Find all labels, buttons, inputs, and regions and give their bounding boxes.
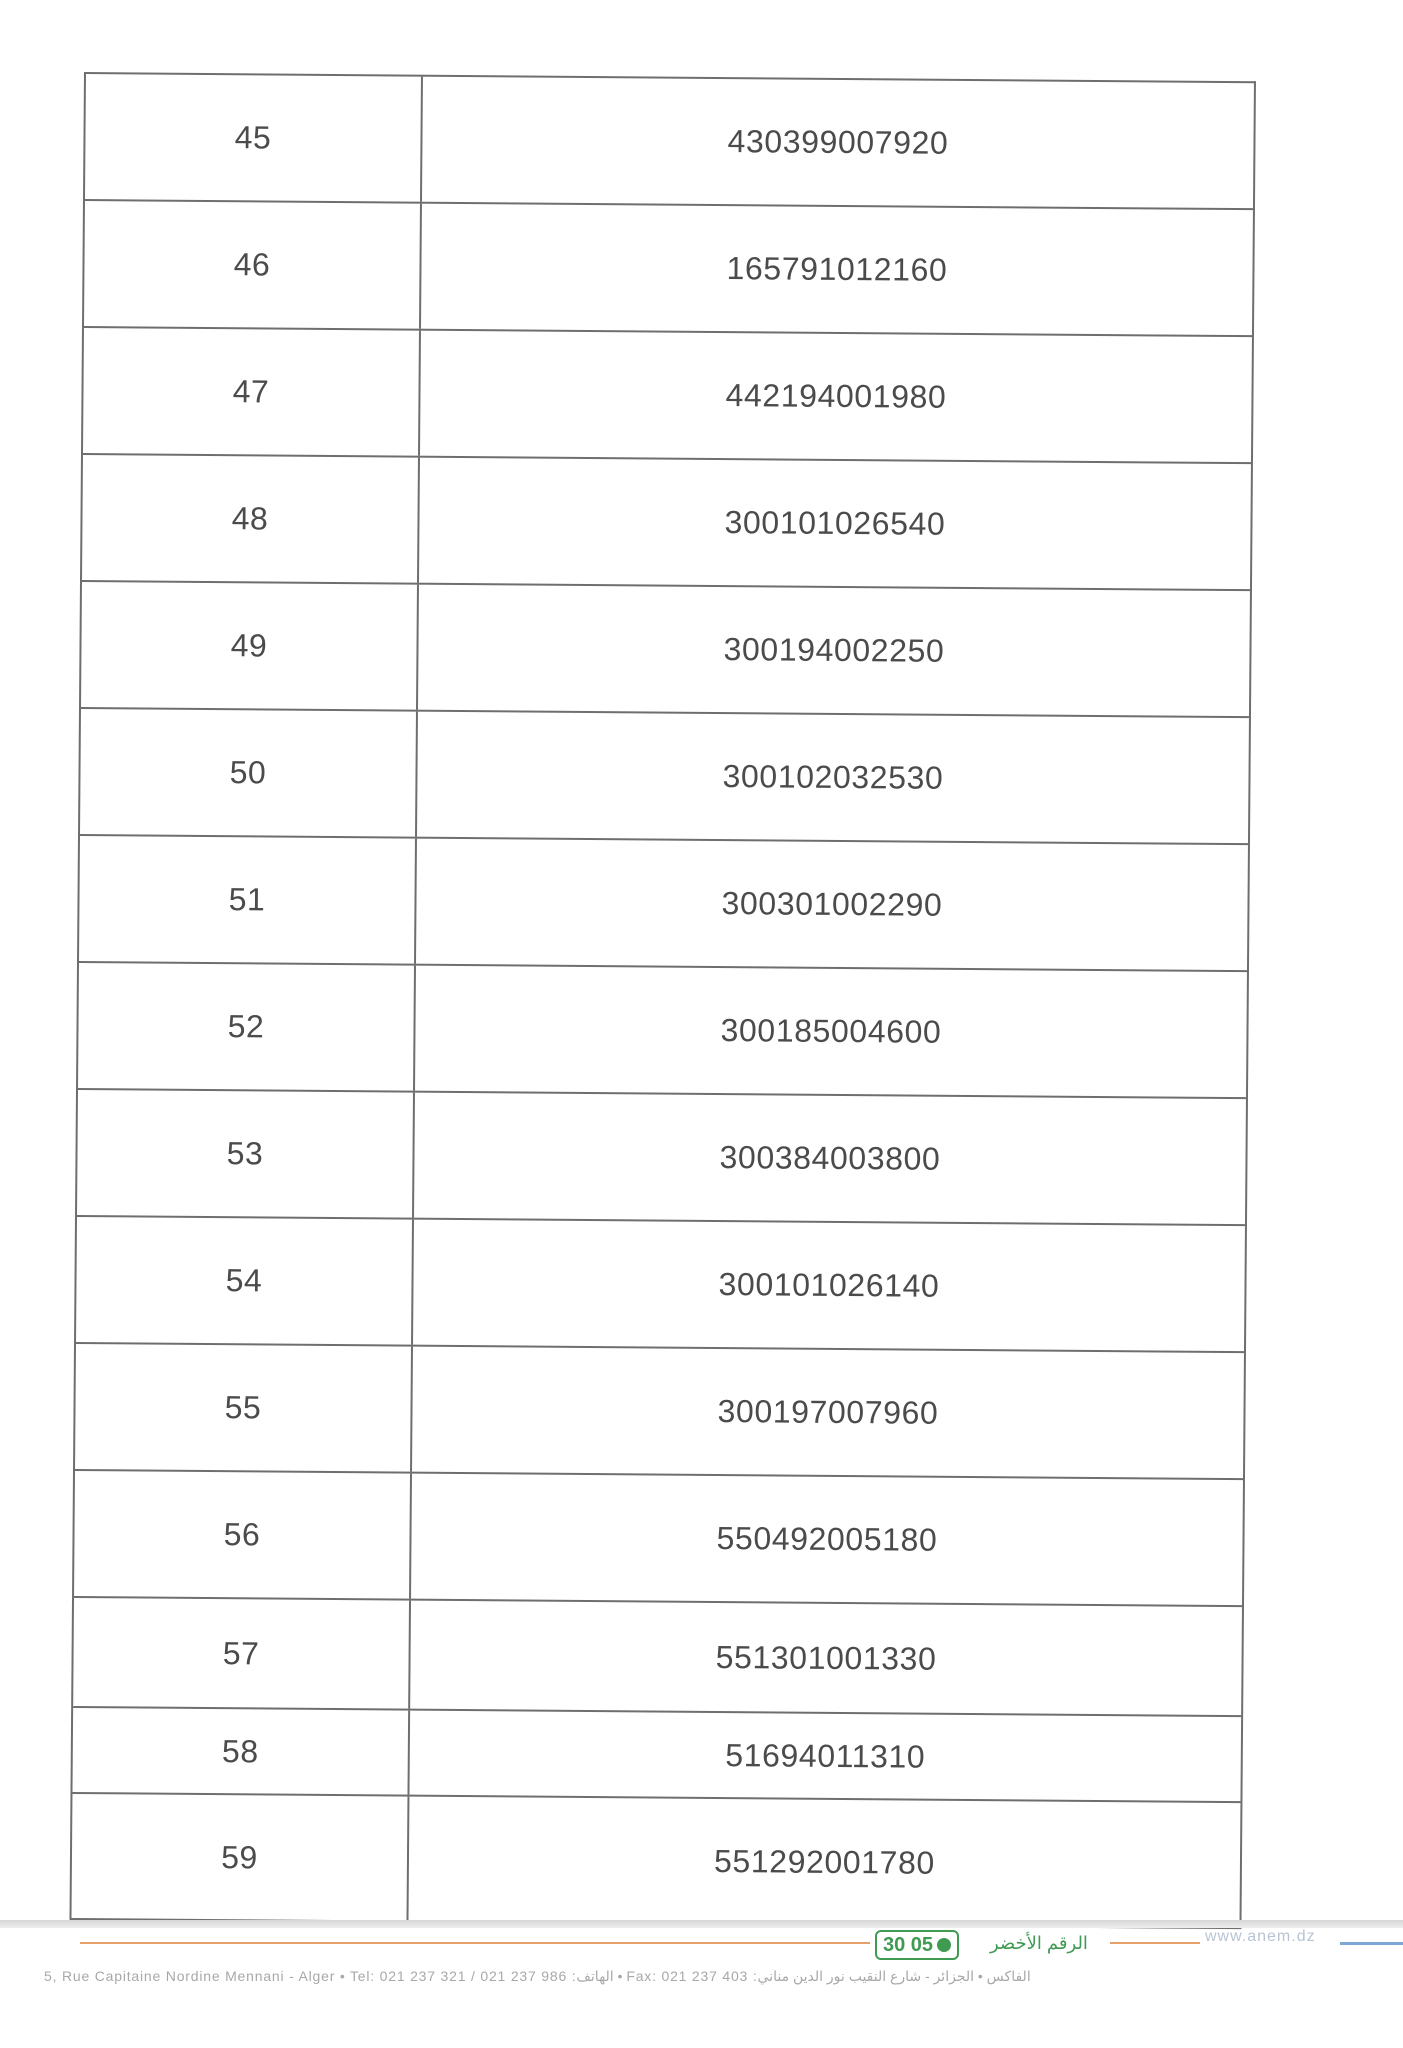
footer-address: 5, Rue Capitaine Nordine Mennani - Alger • Tel: 021 237 321 / 021 237 986 :الهاتف • Fax: 021 237 403 :الفاكس • الجزائر - شارع النقيب نور الدين مناني: [44, 1968, 1031, 1984]
row-code: 300301002290: [721, 885, 943, 923]
letterhead-footer: [0, 1920, 1403, 2048]
row-number: 51: [79, 836, 417, 964]
row-code: 165791012160: [726, 250, 948, 288]
row-number: 53: [77, 1090, 415, 1218]
phone-icon: [937, 1938, 951, 1952]
table-row: [81, 582, 1250, 718]
row-code: 300194002250: [723, 631, 945, 669]
row-number: 59: [72, 1794, 410, 1921]
table-row: [74, 1471, 1243, 1607]
row-number: 50: [80, 709, 418, 837]
row-number: 56: [74, 1471, 412, 1599]
row-code: 550492005180: [716, 1520, 938, 1558]
footer-band: [0, 1920, 1403, 1928]
table-row: [78, 963, 1247, 1099]
green-number-value: 30 05: [883, 1934, 934, 1956]
green-number-label: الرقم الأخضر: [990, 1933, 1088, 1953]
table-row: [80, 709, 1249, 845]
row-code: 300101026140: [718, 1266, 940, 1304]
table-row: [85, 74, 1254, 210]
data-table: [69, 72, 1255, 1929]
row-number: 54: [76, 1217, 414, 1345]
table-row: [82, 455, 1251, 591]
row-number: 55: [75, 1344, 413, 1472]
footer-accent-line: [1340, 1942, 1403, 1945]
footer-divider: [1110, 1942, 1200, 1944]
row-code: 300102032530: [722, 758, 944, 796]
table-row: [84, 201, 1253, 337]
row-code: 430399007920: [727, 123, 949, 161]
table-row: [75, 1344, 1244, 1480]
table-row: [79, 836, 1248, 972]
row-code: 442194001980: [725, 377, 947, 415]
row-code: 551301001330: [715, 1638, 937, 1677]
green-number-badge: [875, 1930, 959, 1960]
row-number: 46: [84, 201, 422, 329]
row-number: 47: [83, 328, 421, 456]
table-row: [76, 1217, 1245, 1353]
row-code: 300185004600: [720, 1012, 942, 1050]
row-code: 300101026540: [724, 504, 946, 542]
row-code: 51694011310: [725, 1736, 926, 1775]
footer-divider: [80, 1942, 870, 1944]
row-code: 551292001780: [713, 1842, 935, 1881]
row-number: 52: [78, 963, 416, 1091]
table-row: [77, 1090, 1246, 1226]
row-number: 45: [85, 74, 423, 202]
row-number: 57: [73, 1598, 411, 1709]
table-row: [72, 1708, 1241, 1803]
table-row: [71, 1794, 1240, 1929]
row-number: 49: [81, 582, 419, 710]
table-row: [73, 1598, 1242, 1717]
row-code: 300197007960: [717, 1393, 939, 1431]
website-url: www.anem.dz: [1205, 1928, 1316, 1945]
row-number: 48: [82, 455, 420, 583]
row-number: 58: [72, 1708, 410, 1795]
row-code: 300384003800: [719, 1139, 941, 1177]
table-row: [83, 328, 1252, 464]
